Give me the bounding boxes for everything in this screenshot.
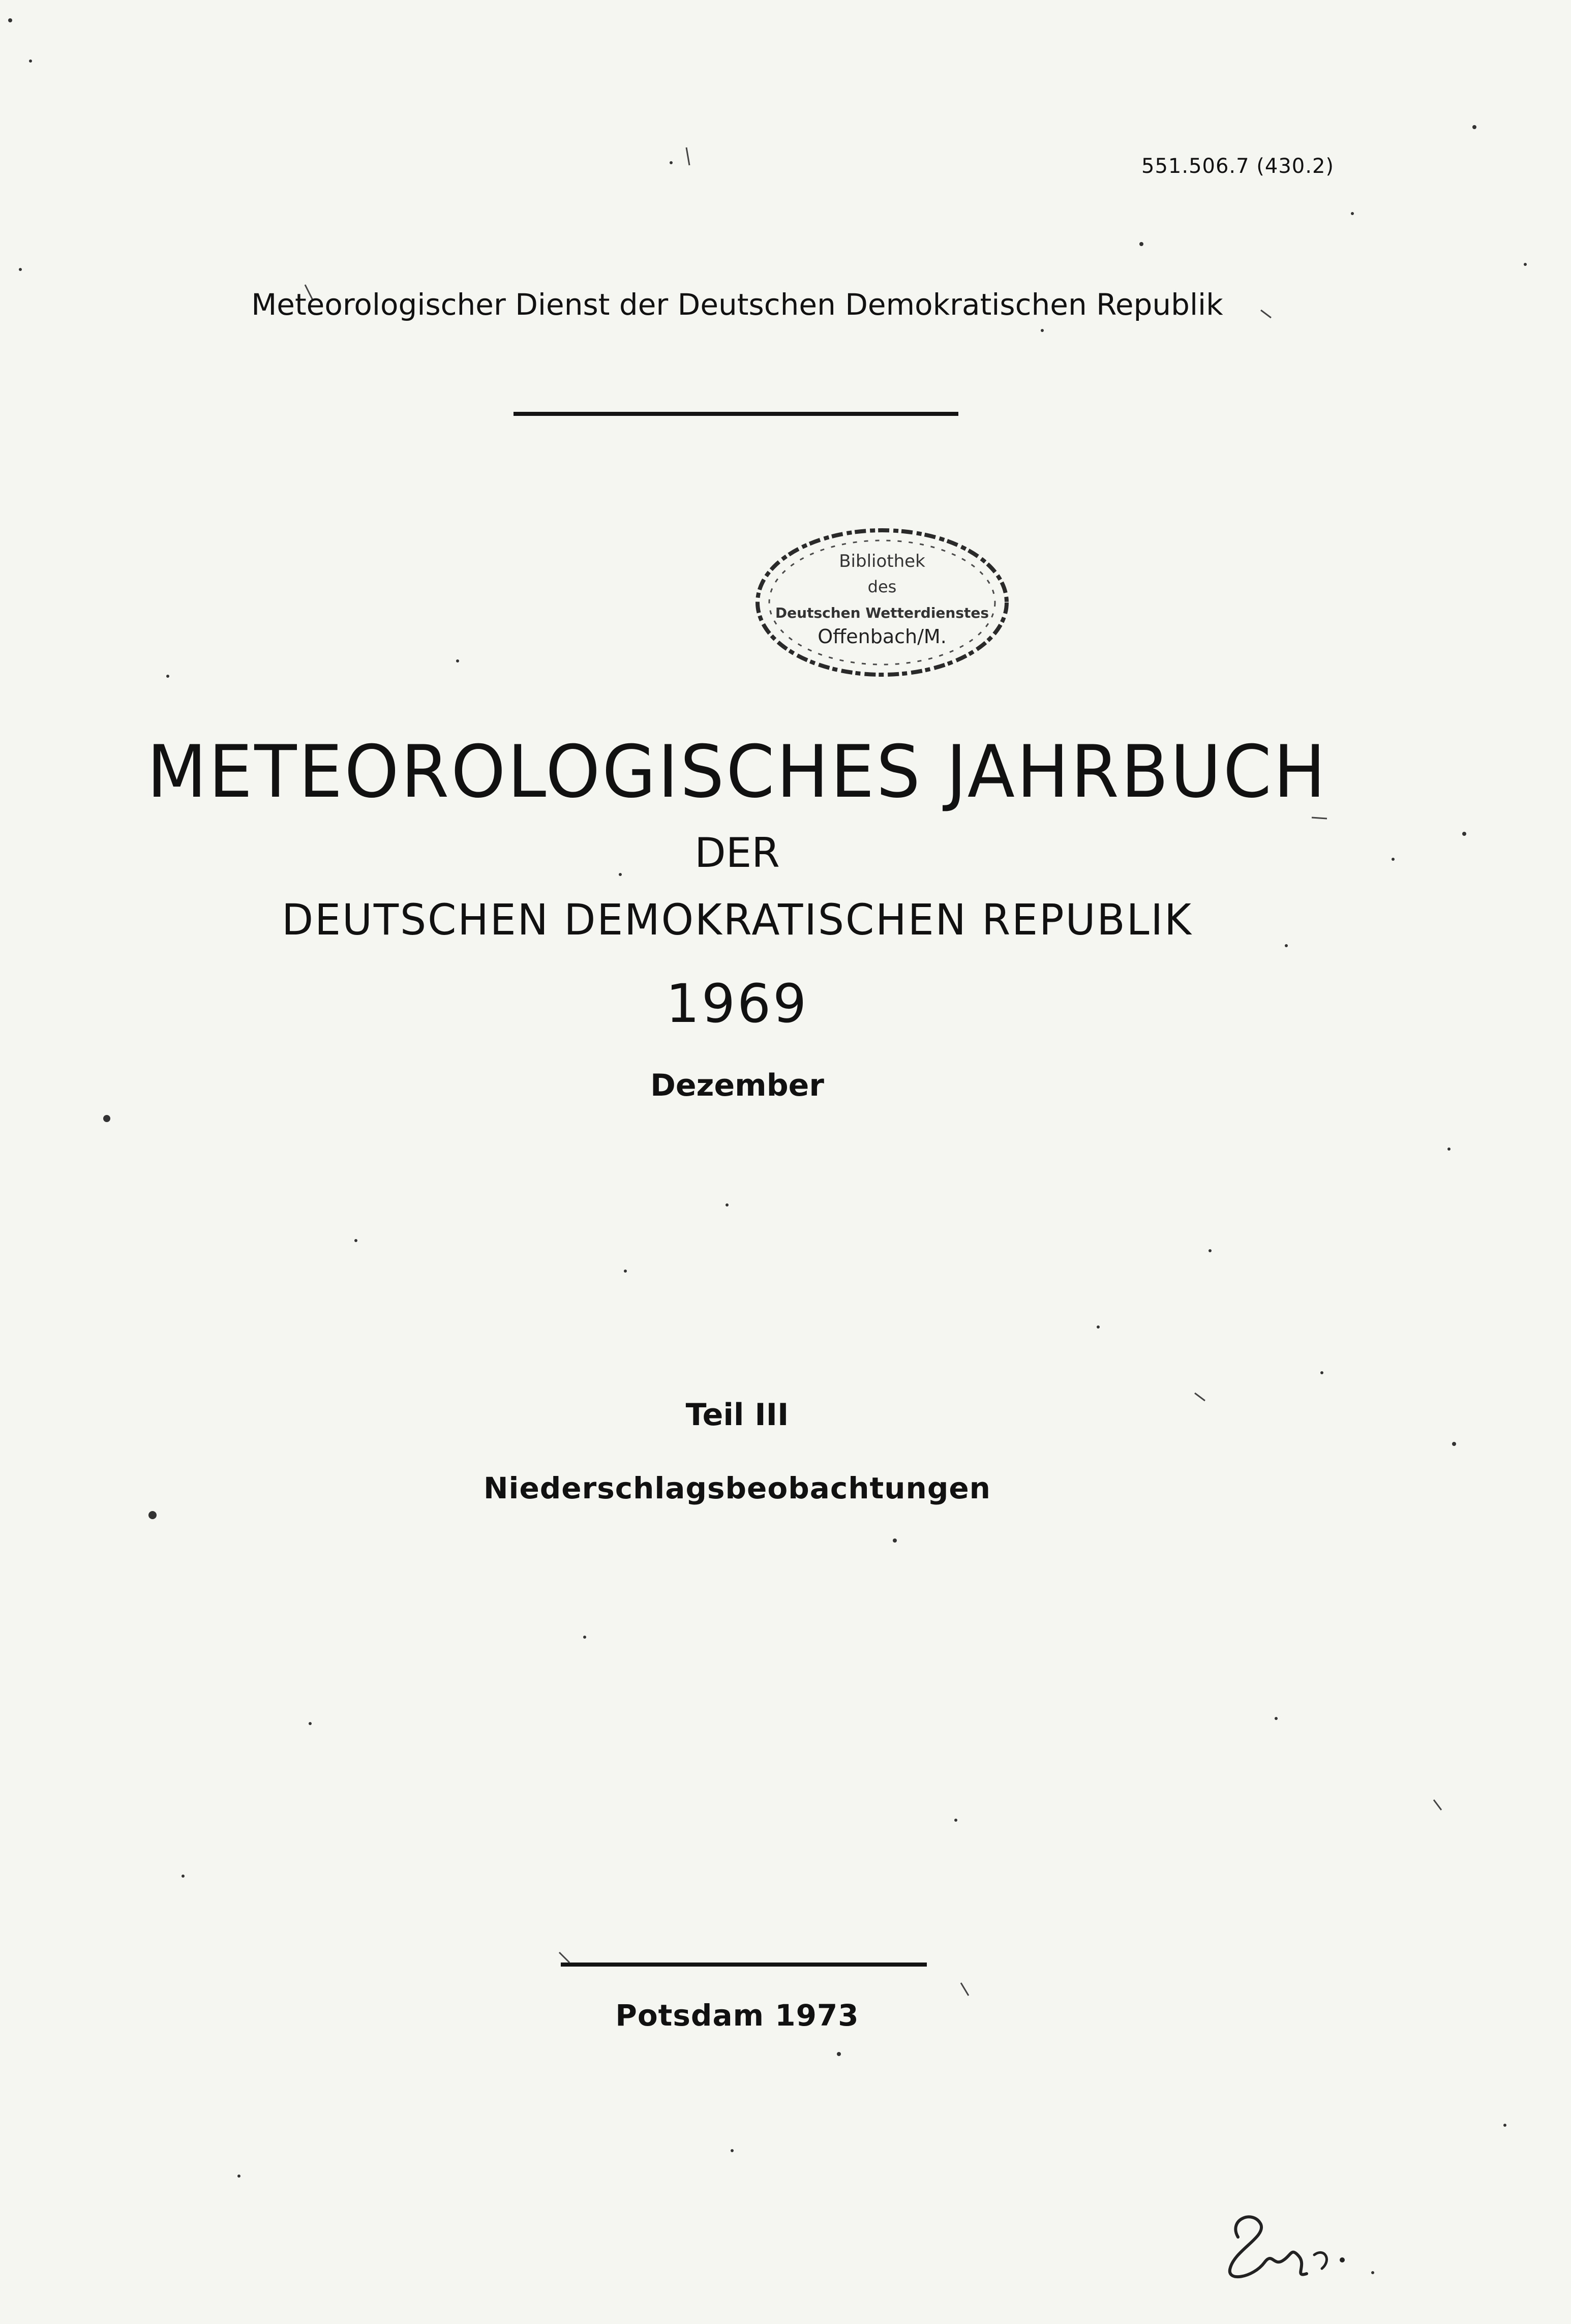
subject-label: Niederschlagsbeobachtungen [484, 1471, 991, 1505]
stamp-line-4: Offenbach/M. [818, 625, 947, 648]
handwritten-signature [1218, 2201, 1370, 2288]
library-stamp [740, 516, 1024, 689]
stamp-line-1: Bibliothek [839, 551, 925, 571]
month-label: Dezember [650, 1068, 824, 1103]
title-country: DEUTSCHEN DEMOKRATISCHEN REPUBLIK [282, 895, 1193, 945]
main-title: METEOROLOGISCHES JAHRBUCH [146, 730, 1328, 814]
classification-number: 551.506.7 (430.2) [1141, 155, 1335, 178]
yearbook-year: 1969 [666, 973, 809, 1035]
part-label: Teil III [685, 1397, 789, 1433]
stamp-line-2: des [867, 577, 897, 596]
bottom-divider [561, 1963, 927, 1967]
institution-name: Meteorologischer Dienst der Deutschen Demokratischen Republik [251, 287, 1223, 322]
publication-place-year: Potsdam 1973 [615, 1998, 859, 2033]
title-der: DER [694, 829, 780, 877]
stamp-line-3: Deutschen Wetterdienstes [775, 605, 989, 621]
top-divider [513, 412, 958, 416]
